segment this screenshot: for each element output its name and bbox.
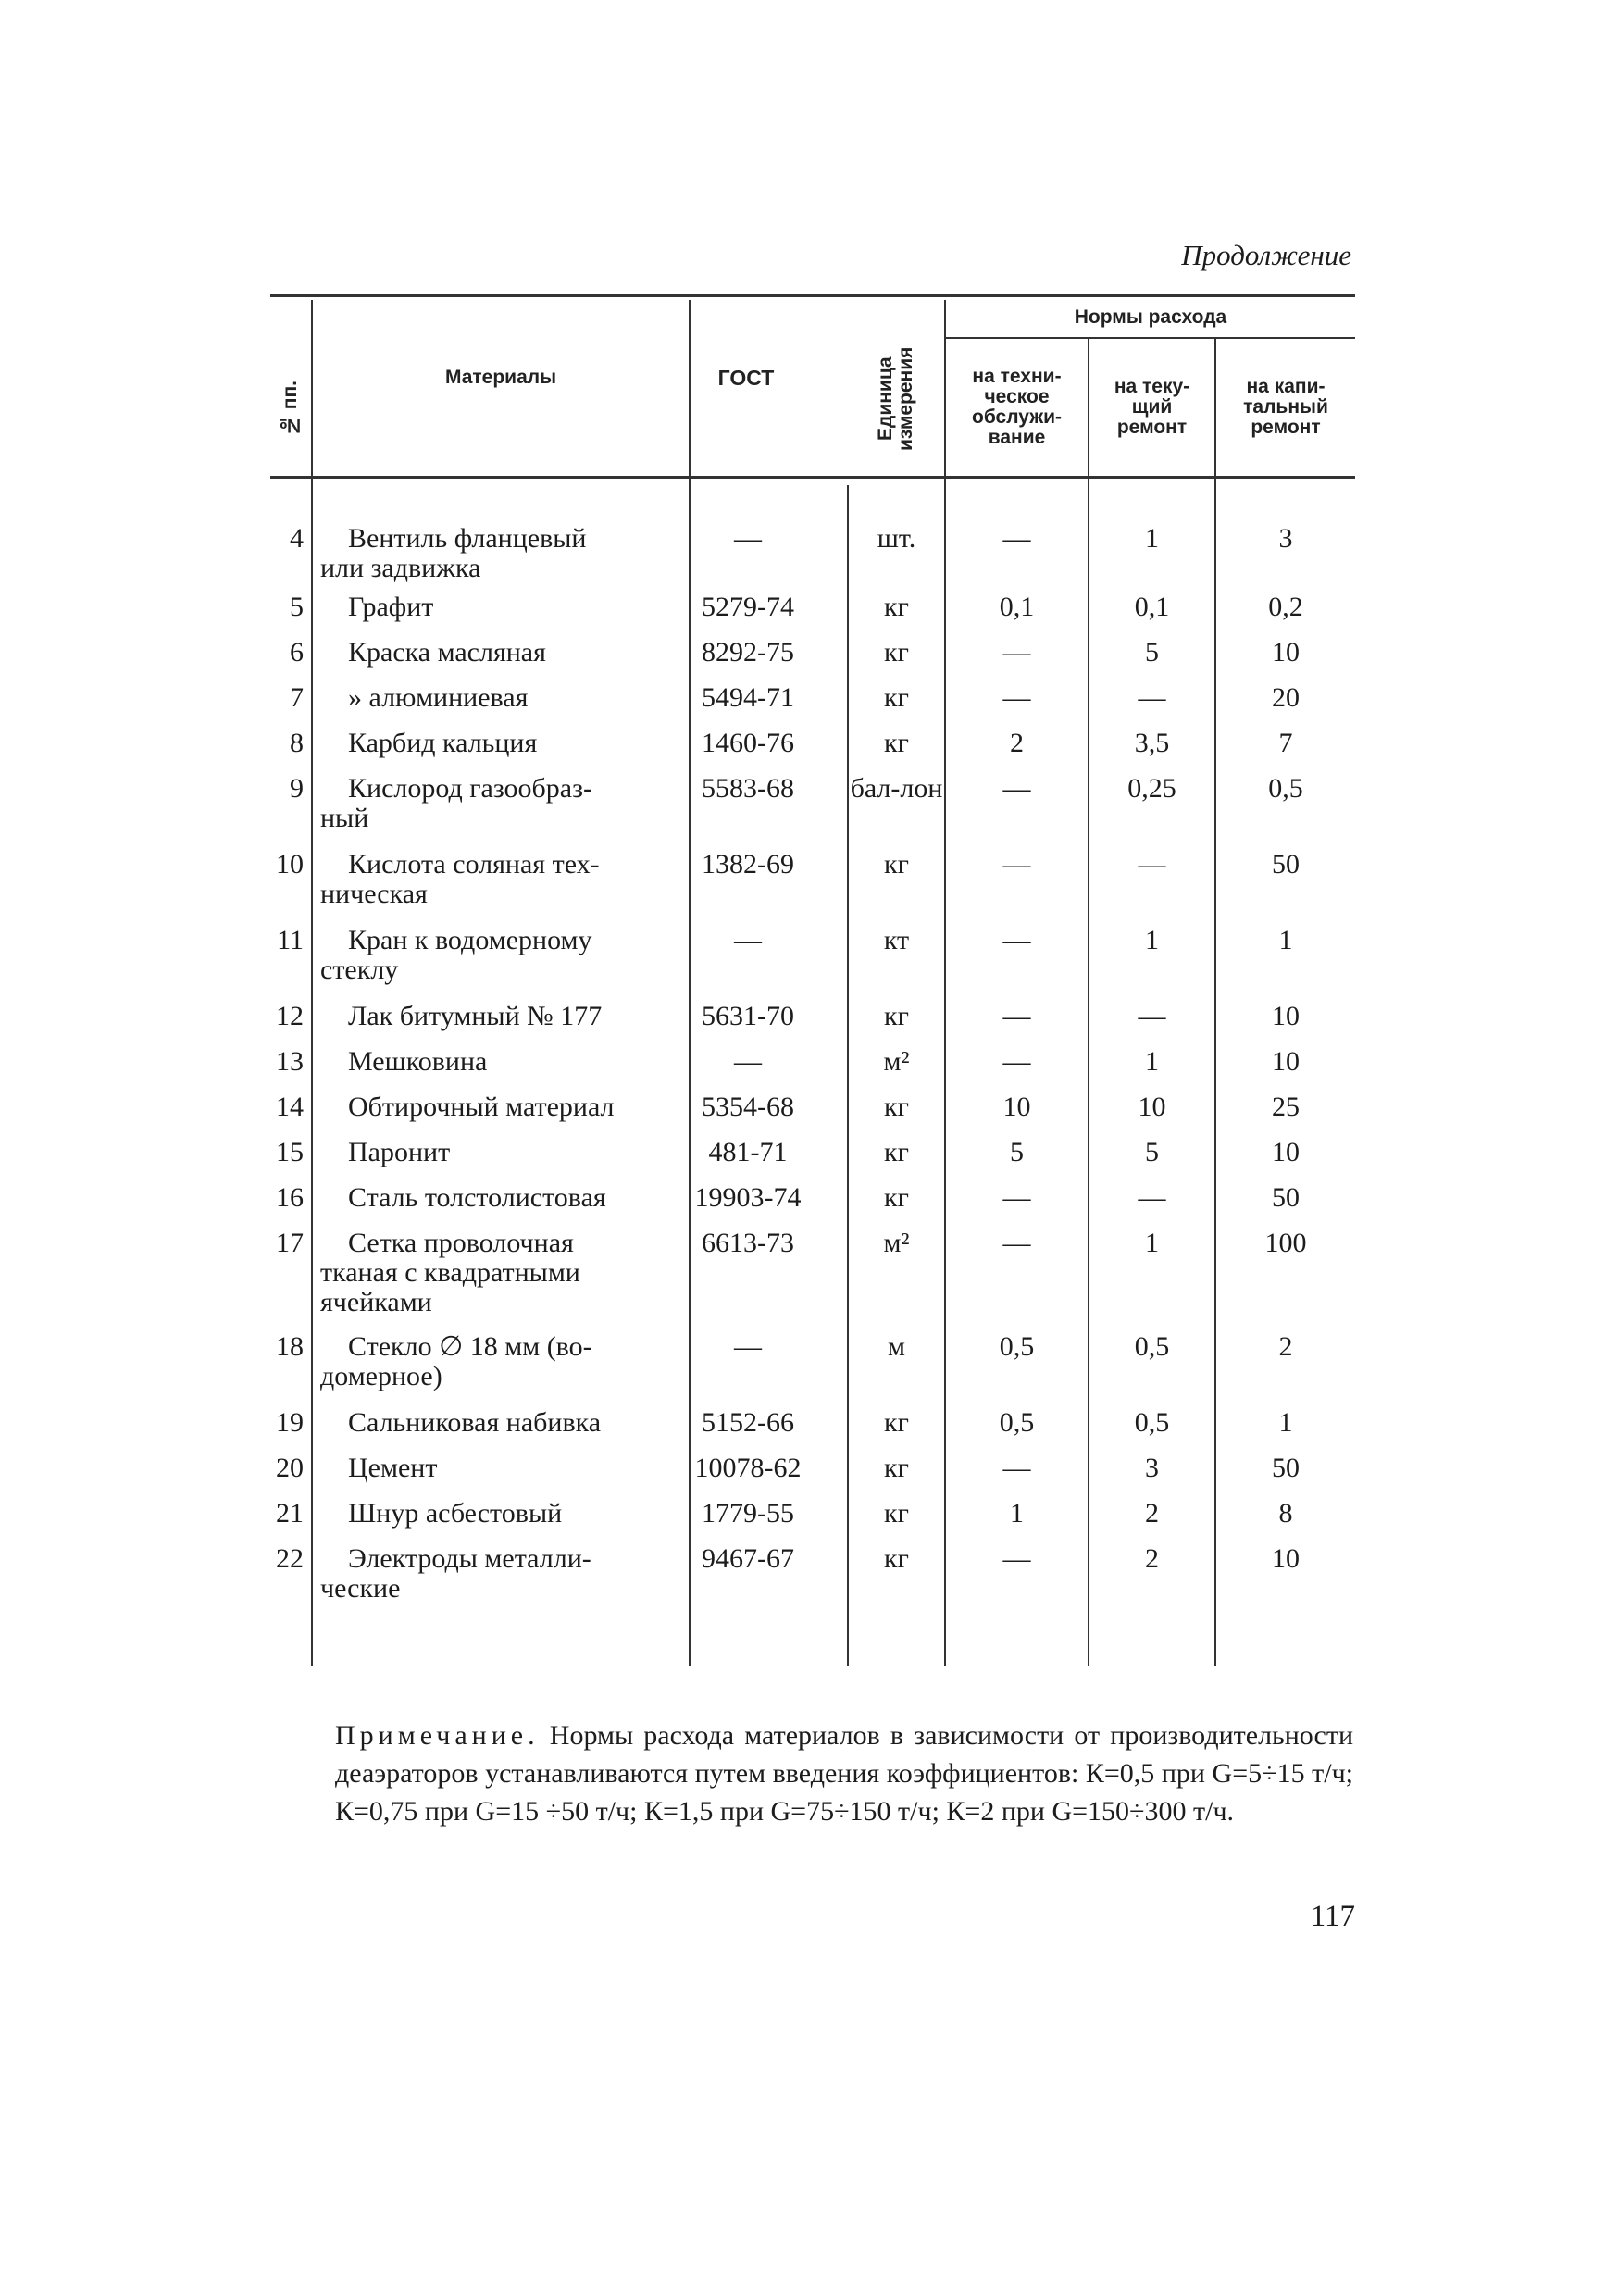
note-label: Примечание. (335, 1720, 540, 1751)
norm-capital-repair: 20 (1272, 682, 1300, 713)
norm-capital-repair: 7 (1278, 728, 1293, 758)
material-name-line: Шнур асбестовый (348, 1498, 563, 1529)
norms-group-rule (944, 337, 1355, 339)
unit-value: кг (884, 1543, 909, 1574)
material-name-line: Стекло ∅ 18 мм (во- (348, 1331, 592, 1362)
gost-value: 5279-74 (702, 592, 794, 622)
gost-value: 10078-62 (694, 1453, 802, 1483)
material-name-line: Электроды металли- (348, 1543, 591, 1574)
row-number: 8 (290, 728, 304, 758)
material-name-line: ный (320, 803, 369, 833)
norm-maintenance: 2 (1010, 728, 1024, 758)
unit-value: кг (884, 1092, 909, 1122)
row-number: 15 (276, 1137, 304, 1167)
norm-capital-repair: 100 (1264, 1228, 1307, 1258)
gost-value: 1779-55 (702, 1498, 794, 1529)
unit-value: кг (884, 592, 909, 622)
material-name (320, 1408, 691, 1438)
material-name (320, 1544, 691, 1603)
row-number: 11 (277, 925, 304, 955)
material-name (320, 1183, 691, 1213)
row-number: 18 (276, 1331, 304, 1362)
header-norms-group: Нормы расхода (1074, 306, 1227, 328)
material-name (320, 926, 691, 985)
norm-capital-repair: 10 (1272, 637, 1300, 668)
table-top-rule (270, 294, 1355, 297)
norm-current-repair: 0,5 (1134, 1407, 1170, 1438)
col-rule-1 (311, 300, 313, 1666)
norm-capital-repair: 0,5 (1268, 773, 1303, 804)
gost-value: 481-71 (708, 1137, 788, 1167)
norm-current-repair: 5 (1145, 1137, 1159, 1167)
material-name-line: домерное) (320, 1361, 442, 1391)
row-number: 5 (290, 592, 304, 622)
norm-current-repair: 0,1 (1134, 592, 1170, 622)
unit-value: бал-лон (850, 773, 943, 804)
norm-maintenance: — (1002, 1182, 1031, 1213)
norm-capital-repair: 10 (1272, 1046, 1300, 1077)
page-number: 117 (1310, 1900, 1355, 1933)
norm-maintenance: — (1002, 523, 1031, 554)
header-number: № пп. (279, 380, 301, 437)
unit-value: м² (883, 1046, 910, 1077)
material-name-line: тканая с квадратными (320, 1257, 580, 1288)
materials-table (270, 294, 1355, 1666)
material-name-line: Кислород газообраз- (348, 773, 592, 804)
gost-value: 5152-66 (702, 1407, 794, 1438)
norm-current-repair: 1 (1145, 1228, 1159, 1258)
norm-capital-repair: 50 (1272, 1182, 1300, 1213)
norm-capital-repair: 1 (1278, 925, 1293, 955)
material-name (320, 1002, 691, 1031)
material-name-line: Сетка проволочная (348, 1228, 574, 1258)
norm-maintenance: 0,5 (999, 1407, 1035, 1438)
material-name-line: Обтирочный материал (348, 1092, 615, 1122)
material-name (320, 850, 691, 909)
norm-current-repair: 5 (1145, 637, 1159, 668)
material-name-line: Сталь толстолистовая (348, 1182, 606, 1213)
material-name-line: Паронит (348, 1137, 451, 1167)
material-name-line: или задвижка (320, 553, 481, 583)
unit-value: кг (884, 1001, 909, 1031)
header-current-repair: на теку- щий ремонт (1114, 375, 1190, 439)
norm-maintenance: 1 (1010, 1498, 1024, 1529)
unit-value: кг (884, 682, 909, 713)
row-number: 19 (276, 1407, 304, 1438)
norm-current-repair: 2 (1145, 1543, 1159, 1574)
unit-value: кг (884, 1498, 909, 1529)
material-name (320, 729, 691, 758)
unit-value: шт. (877, 523, 916, 554)
gost-value: — (734, 925, 762, 955)
gost-value: 1382-69 (702, 849, 794, 880)
norm-maintenance: — (1002, 1001, 1031, 1031)
material-name (320, 638, 691, 668)
unit-value: кг (884, 637, 909, 668)
row-number: 17 (276, 1228, 304, 1258)
norm-maintenance: — (1002, 682, 1031, 713)
norm-current-repair: 1 (1145, 1046, 1159, 1077)
gost-value: — (734, 523, 762, 554)
unit-value: кг (884, 728, 909, 758)
row-number: 7 (290, 682, 304, 713)
material-name-line: » алюминиевая (348, 682, 529, 713)
unit-value: кт (883, 925, 910, 955)
norm-current-repair: 0,5 (1134, 1331, 1170, 1362)
header-gost: ГОСТ (717, 365, 775, 390)
header-unit: Единица измерения (875, 346, 917, 452)
header-bottom-rule (270, 476, 1355, 479)
material-name (320, 1499, 691, 1529)
gost-value: 19903-74 (694, 1182, 802, 1213)
material-name-line: Цемент (348, 1453, 438, 1483)
norm-maintenance: 5 (1010, 1137, 1024, 1167)
material-name-line: ческие (320, 1573, 401, 1603)
norm-maintenance: — (1002, 1228, 1031, 1258)
gost-value: 5631-70 (702, 1001, 794, 1031)
norm-current-repair: 3,5 (1134, 728, 1170, 758)
material-name-line: Графит (348, 592, 434, 622)
norm-current-repair: — (1138, 849, 1166, 880)
note-paragraph (335, 1716, 1353, 1830)
header-capital-repair: на капи- тальный ремонт (1243, 375, 1328, 439)
gost-value: 5494-71 (702, 682, 794, 713)
gost-value: 9467-67 (702, 1543, 794, 1574)
unit-value: м (888, 1331, 905, 1362)
material-name (320, 683, 691, 713)
norm-maintenance: — (1002, 637, 1031, 668)
note-text: Нормы расхода материалов в зависимости от производительности деаэраторов устанавливаются путем введения коэффициентов: К=0,5 при G=5÷15 т/ч; К=0,75 при G=15 ÷50 т/ч; К=1,5 при G=75÷150 т/ч; К=2 при G=150÷300 т/ч. (335, 1720, 1354, 1827)
norm-capital-repair: 10 (1272, 1543, 1300, 1574)
header-materials: Материалы (444, 366, 557, 388)
material-name-line: стеклу (320, 955, 399, 985)
material-name (320, 1332, 691, 1391)
norm-maintenance: 10 (1002, 1092, 1031, 1122)
norm-maintenance: 0,1 (999, 592, 1035, 622)
row-number: 12 (276, 1001, 304, 1031)
material-name (320, 593, 691, 622)
unit-value: м² (883, 1228, 910, 1258)
norm-capital-repair: 1 (1278, 1407, 1293, 1438)
norm-capital-repair: 10 (1272, 1001, 1300, 1031)
norm-current-repair: — (1138, 1182, 1166, 1213)
row-number: 4 (290, 523, 304, 554)
norm-maintenance: — (1002, 1453, 1031, 1483)
norm-maintenance: — (1002, 925, 1031, 955)
row-number: 20 (276, 1453, 304, 1483)
material-name (320, 1138, 691, 1167)
row-number: 16 (276, 1182, 304, 1213)
gost-value: 5583-68 (702, 773, 794, 804)
material-name-line: Кислота соляная тех- (348, 849, 600, 880)
row-number: 22 (276, 1543, 304, 1574)
header-maintenance: на техни- ческое обслужи- вание (972, 365, 1062, 449)
norm-current-repair: — (1138, 1001, 1166, 1031)
continuation-label: Продолжение (1181, 239, 1351, 271)
norm-current-repair: 1 (1145, 925, 1159, 955)
norm-maintenance: — (1002, 773, 1031, 804)
norm-capital-repair: 50 (1272, 849, 1300, 880)
gost-value: 8292-75 (702, 637, 794, 668)
material-name (320, 524, 691, 583)
unit-value: кг (884, 1453, 909, 1483)
norm-maintenance: — (1002, 1543, 1031, 1574)
gost-value: 6613-73 (702, 1228, 794, 1258)
material-name (320, 1092, 691, 1122)
row-number: 21 (276, 1498, 304, 1529)
norm-capital-repair: 0,2 (1268, 592, 1303, 622)
norm-current-repair: 3 (1145, 1453, 1159, 1483)
material-name-line: Мешковина (348, 1046, 488, 1077)
material-name (320, 774, 691, 833)
material-name-line: Сальниковая набивка (348, 1407, 602, 1438)
material-name (320, 1047, 691, 1077)
norm-capital-repair: 50 (1272, 1453, 1300, 1483)
unit-value: кг (884, 1407, 909, 1438)
row-number: 9 (290, 773, 304, 804)
norm-current-repair: 0,25 (1127, 773, 1176, 804)
gost-value: — (734, 1331, 762, 1362)
norm-maintenance: — (1002, 1046, 1031, 1077)
unit-value: кг (884, 1182, 909, 1213)
material-name-line: ническая (320, 879, 428, 909)
material-name-line: Лак битумный № 177 (348, 1001, 603, 1031)
norm-capital-repair: 8 (1278, 1498, 1293, 1529)
norm-maintenance: — (1002, 849, 1031, 880)
material-name (320, 1454, 691, 1483)
unit-value: кг (884, 1137, 909, 1167)
gost-value: 1460-76 (702, 728, 794, 758)
gost-value: 5354-68 (702, 1092, 794, 1122)
unit-value: кг (884, 849, 909, 880)
material-name-line: Кран к водомерному (348, 925, 592, 955)
row-number: 6 (290, 637, 304, 668)
norm-capital-repair: 10 (1272, 1137, 1300, 1167)
material-name-line: ячейками (320, 1287, 432, 1317)
material-name (320, 1229, 691, 1317)
row-number: 13 (276, 1046, 304, 1077)
norm-current-repair: 2 (1145, 1498, 1159, 1529)
row-number: 14 (276, 1092, 304, 1122)
material-name-line: Краска масляная (348, 637, 546, 668)
norm-capital-repair: 25 (1272, 1092, 1300, 1122)
row-number: 10 (276, 849, 304, 880)
norm-capital-repair: 3 (1278, 523, 1293, 554)
material-name-line: Карбид кальция (348, 728, 538, 758)
norm-maintenance: 0,5 (999, 1331, 1035, 1362)
gost-value: — (734, 1046, 762, 1077)
norm-current-repair: 1 (1145, 523, 1159, 554)
norm-current-repair: — (1138, 682, 1166, 713)
norm-capital-repair: 2 (1278, 1331, 1293, 1362)
norm-current-repair: 10 (1138, 1092, 1166, 1122)
material-name-line: Вентиль фланцевый (348, 523, 587, 554)
